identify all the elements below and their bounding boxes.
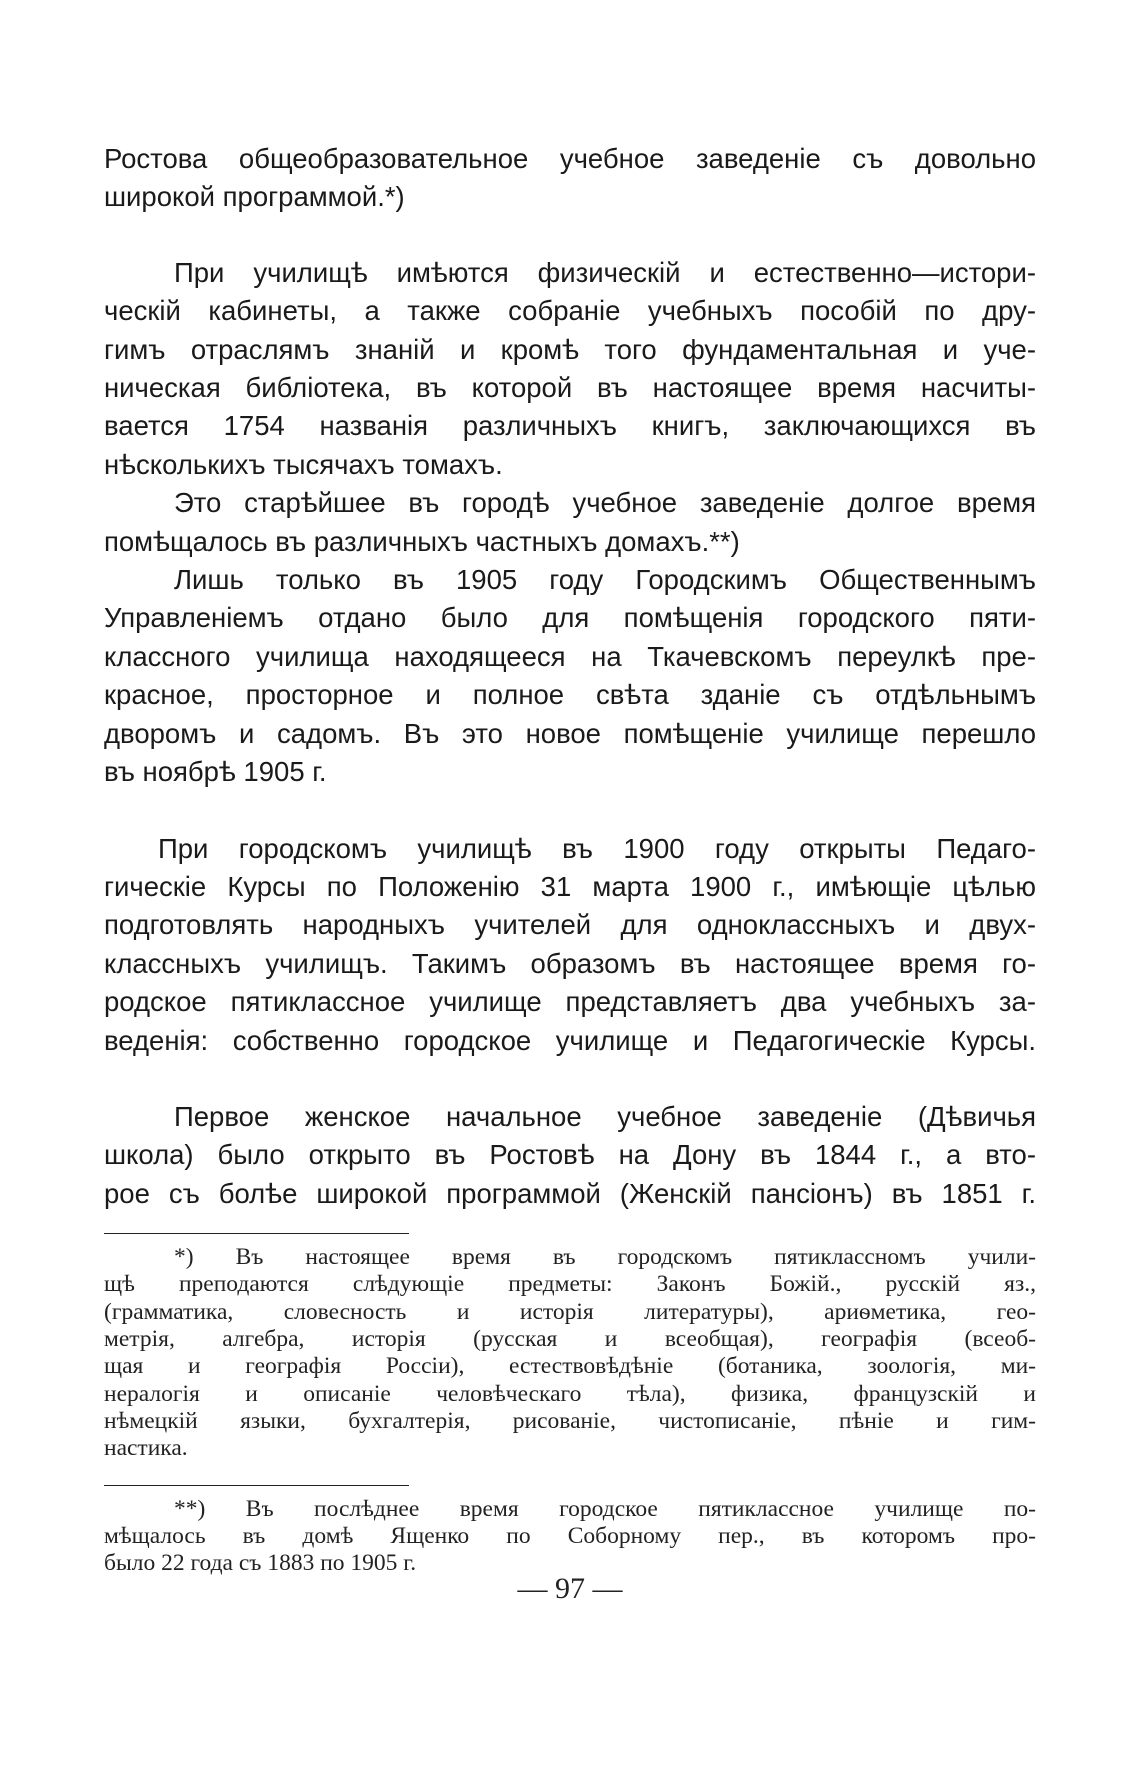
paragraph-2 bbox=[104, 254, 1036, 292]
text-line: гимъ отраслямъ знаній и кромѣ того фундаментальная и уче- bbox=[104, 333, 1036, 365]
text-line: ническая библіотека, въ которой въ настоящее время насчиты- bbox=[104, 372, 1036, 404]
text-line: Первое женское начальное учебное заведеніе (Дѣвичья bbox=[174, 1100, 1036, 1132]
text-line: *) Въ настоящее время въ городскомъ пятиклассномъ учили- bbox=[174, 1244, 1036, 1271]
text-line: рое съ болѣе широкой программой (Женскій пансіонъ) въ 1851 г. bbox=[104, 1177, 1036, 1209]
footnote-2-cont bbox=[104, 1523, 1036, 1578]
text-line: въ ноябрѣ 1905 г. bbox=[104, 756, 327, 788]
text-line: было 22 года съ 1883 по 1905 г. bbox=[104, 1550, 417, 1577]
text-line: нералогія и описаніе человѣческаго тѣла), физика, французскій и bbox=[104, 1380, 1036, 1407]
page-number: — 97 — bbox=[517, 1572, 623, 1605]
paragraph-5 bbox=[104, 830, 1036, 868]
paragraph-3 bbox=[104, 484, 1036, 522]
text-line: **) Въ послѣднее время городское пятиклассное училище по- bbox=[174, 1495, 1036, 1522]
page-body bbox=[104, 140, 1036, 1577]
text-line: щѣ преподаются слѣдующіе предметы: Законъ Божій., русскій яз., bbox=[104, 1271, 1036, 1298]
text-line: широкой программой.*) bbox=[104, 181, 405, 213]
text-line: вается 1754 названія различныхъ книгъ, заключающихся въ bbox=[104, 410, 1036, 442]
text-line: Это старѣйшее въ городѣ учебное заведеніе долгое время bbox=[174, 487, 1036, 519]
text-line: школа) было открыто въ Ростовѣ на Дону въ 1844 г., а вто- bbox=[104, 1139, 1036, 1171]
text-line: Лишь только въ 1905 году Городскимъ Общественнымъ bbox=[174, 564, 1036, 596]
footnote-2 bbox=[104, 1496, 1036, 1523]
paragraph-5-cont bbox=[104, 868, 1036, 1060]
text-line: щая и географія Россіи), естествовѣдѣніе (ботаника, зоологія, ми- bbox=[104, 1353, 1036, 1380]
text-line: Управленіемъ отдано было для помѣщенія городского пяти- bbox=[104, 602, 1036, 634]
paragraph-1 bbox=[104, 140, 1036, 217]
text-line: дворомъ и садомъ. Въ это новое помѣщеніе училище перешло bbox=[104, 717, 1036, 749]
text-line: мѣщалось въ домѣ Ященко по Соборному пер., въ которомъ про- bbox=[104, 1522, 1036, 1549]
text-line: веденія: собственно городское училище и Педагогическіе Курсы. bbox=[104, 1024, 1036, 1056]
paragraph-6-cont bbox=[104, 1136, 1036, 1213]
paragraph-4-cont bbox=[104, 599, 1036, 791]
text-line: настика. bbox=[104, 1435, 188, 1462]
text-line: Ростова общеобразовательное учебное заведеніе съ довольно bbox=[104, 143, 1036, 174]
text-line: подготовлять народныхъ учителей для одноклассныхъ и двух- bbox=[104, 909, 1036, 941]
text-line: гическіе Курсы по Положенію 31 марта 1900 г., имѣющіе цѣлью bbox=[104, 870, 1036, 902]
text-line: При городскомъ училищѣ въ 1900 году открыты Педаго- bbox=[158, 832, 1036, 864]
text-line: При училищѣ имѣются физическій и естественно—истори- bbox=[174, 256, 1036, 288]
text-line: красное, просторное и полное свѣта зданіе съ отдѣльнымъ bbox=[104, 679, 1036, 711]
paragraph-4 bbox=[104, 561, 1036, 599]
text-line: нѣмецкій языки, бухгалтерія, рисованіе, чистописаніе, пѣніе и гим- bbox=[104, 1407, 1036, 1434]
footnote-divider bbox=[104, 1233, 409, 1234]
footnote-1 bbox=[104, 1244, 1036, 1271]
text-line: помѣщалось въ различныхъ частныхъ домахъ.**) bbox=[104, 525, 740, 557]
text-line: классного училища находящееся на Ткачевскомъ переулкѣ пре- bbox=[104, 640, 1036, 672]
text-line: нѣсколькихъ тысячахъ томахъ. bbox=[104, 448, 503, 480]
paragraph-6 bbox=[104, 1098, 1036, 1136]
text-line: ческій кабинеты, а также собраніе учебныхъ пособій по дру- bbox=[104, 295, 1036, 327]
paragraph-2-cont bbox=[104, 292, 1036, 484]
footnote-divider bbox=[104, 1485, 409, 1486]
footnote-1-cont bbox=[104, 1271, 1036, 1462]
paragraph-3-cont bbox=[104, 523, 1036, 561]
text-line: метрія, алгебра, исторія (русская и всеобщая), географія (всеоб- bbox=[104, 1326, 1036, 1353]
text-line: (грамматика, словесность и исторія литературы), ариѳметика, гео- bbox=[104, 1298, 1036, 1325]
text-line: классныхъ училищъ. Такимъ образомъ въ настоящее время го- bbox=[104, 947, 1036, 979]
text-line: родское пятиклассное училище представляетъ два учебныхъ за- bbox=[104, 986, 1036, 1018]
